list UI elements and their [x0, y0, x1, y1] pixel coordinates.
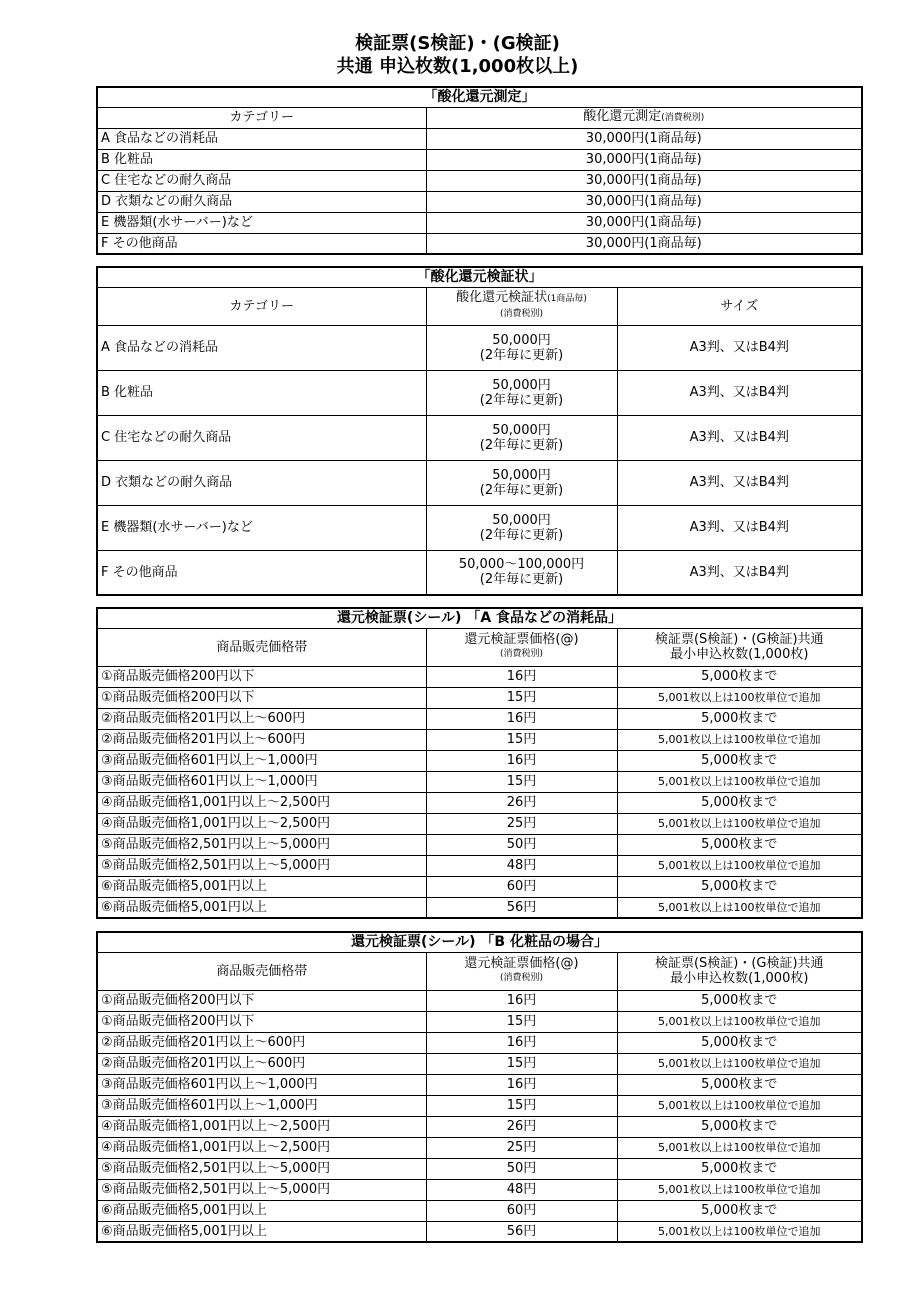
table-row — [97, 834, 862, 855]
table-row — [97, 370, 862, 415]
price-value: 50,000円 — [492, 422, 551, 438]
price-band-cell: ③商品販売価格601円以上～1,000円 — [97, 1074, 426, 1095]
table-row — [97, 1011, 862, 1032]
sticker-price-cell: 15円 — [426, 1011, 617, 1032]
category-cell: F その他商品 — [97, 550, 426, 595]
tax-note: (消費税別) — [661, 113, 705, 123]
table-row — [97, 233, 862, 254]
sticker-price-cell: 25円 — [426, 1137, 617, 1158]
min-order-cell: 5,000枚まで — [617, 666, 862, 687]
min-order-cell: 5,001枚以上は100枚単位で追加 — [617, 1137, 862, 1158]
min-order-line1: 検証票(S検証)・(G検証)共通 — [654, 632, 824, 647]
table-row — [97, 750, 862, 771]
category-cell: B 化粧品 — [97, 370, 426, 415]
category-cell: C 住宅などの耐久商品 — [97, 415, 426, 460]
table-row — [97, 729, 862, 750]
min-order-cell: 5,001枚以上は100枚単位で追加 — [617, 729, 862, 750]
sticker-price-cell: 25円 — [426, 813, 617, 834]
price-cell — [426, 505, 617, 550]
price-band-cell: ②商品販売価格201円以上～600円 — [97, 708, 426, 729]
price-cell: 30,000円(1商品毎) — [426, 212, 862, 233]
renewal-note: (2年毎に更新) — [479, 482, 564, 498]
table-row — [97, 505, 862, 550]
sticker-table-a — [96, 607, 863, 919]
min-order-cell: 5,000枚まで — [617, 708, 862, 729]
sticker-price-cell: 56円 — [426, 1221, 617, 1242]
price-cell: 30,000円(1商品毎) — [426, 149, 862, 170]
size-cell: A3判、又はB4判 — [617, 325, 862, 370]
min-order-cell: 5,001枚以上は100枚単位で追加 — [617, 687, 862, 708]
price-band-cell: ④商品販売価格1,001円以上～2,500円 — [97, 792, 426, 813]
renewal-note: (2年毎に更新) — [479, 392, 564, 408]
table-row — [97, 876, 862, 897]
price-band-cell: ⑤商品販売価格2,501円以上～5,000円 — [97, 1158, 426, 1179]
table-row — [97, 415, 862, 460]
tax-note: (消費税別) — [499, 973, 544, 983]
sticker-price-cell: 16円 — [426, 666, 617, 687]
oxidation-measurement-table — [96, 86, 863, 255]
category-cell: D 衣類などの耐久商品 — [97, 460, 426, 505]
table-row — [97, 550, 862, 595]
column-header-price-label: 酸化還元測定 — [583, 109, 662, 124]
table-row — [97, 813, 862, 834]
min-order-cell: 5,000枚まで — [617, 1200, 862, 1221]
per-product-note: (1商品毎) — [547, 294, 587, 304]
size-cell: A3判、又はB4判 — [617, 505, 862, 550]
table-row — [97, 897, 862, 918]
sticker-price-cell: 16円 — [426, 990, 617, 1011]
price-band-cell: ①商品販売価格200円以下 — [97, 990, 426, 1011]
table-row — [97, 1137, 862, 1158]
sticker-price-cell: 16円 — [426, 750, 617, 771]
document-title-line2: 共通 申込枚数(1,000枚以上) — [336, 56, 579, 77]
table-row — [97, 1200, 862, 1221]
sticker-price-cell: 48円 — [426, 855, 617, 876]
table-row — [97, 855, 862, 876]
table-row — [97, 708, 862, 729]
sticker-price-cell: 16円 — [426, 1032, 617, 1053]
sticker-price-cell: 16円 — [426, 1074, 617, 1095]
min-order-line1: 検証票(S検証)・(G検証)共通 — [654, 956, 824, 971]
table-body — [97, 666, 862, 918]
category-cell: F その他商品 — [97, 233, 426, 254]
min-order-line2: 最小申込枚数(1,000枚) — [670, 971, 809, 986]
table-row — [97, 1032, 862, 1053]
sticker-price-cell: 16円 — [426, 708, 617, 729]
price-band-cell: ③商品販売価格601円以上～1,000円 — [97, 750, 426, 771]
price-band-cell: ③商品販売価格601円以上～1,000円 — [97, 771, 426, 792]
table-row — [97, 1179, 862, 1200]
price-cell: 30,000円(1商品毎) — [426, 233, 862, 254]
price-band-cell: ⑤商品販売価格2,501円以上～5,000円 — [97, 855, 426, 876]
min-order-cell: 5,001枚以上は100枚単位で追加 — [617, 771, 862, 792]
sticker-price-cell: 26円 — [426, 792, 617, 813]
table-row — [97, 1074, 862, 1095]
table-heading: 「酸化還元検証状」 — [97, 267, 862, 287]
price-cell: 30,000円(1商品毎) — [426, 170, 862, 191]
price-value: 50,000～100,000円 — [458, 557, 585, 573]
min-order-cell: 5,001枚以上は100枚単位で追加 — [617, 897, 862, 918]
column-header-price-band: 商品販売価格帯 — [97, 628, 426, 666]
min-order-cell: 5,000枚まで — [617, 750, 862, 771]
table-row — [97, 212, 862, 233]
renewal-note: (2年毎に更新) — [479, 347, 564, 363]
column-header-min-order — [617, 628, 862, 666]
sticker-price-cell: 15円 — [426, 687, 617, 708]
table-row — [97, 1095, 862, 1116]
sticker-table-b — [96, 931, 863, 1243]
table-row — [97, 990, 862, 1011]
renewal-note: (2年毎に更新) — [479, 527, 564, 543]
sticker-price-cell: 60円 — [426, 876, 617, 897]
min-order-cell: 5,001枚以上は100枚単位で追加 — [617, 1053, 862, 1074]
price-band-cell: ③商品販売価格601円以上～1,000円 — [97, 1095, 426, 1116]
min-order-line2: 最小申込枚数(1,000枚) — [670, 647, 809, 662]
price-cell — [426, 370, 617, 415]
min-order-cell: 5,001枚以上は100枚単位で追加 — [617, 855, 862, 876]
table-row — [97, 149, 862, 170]
column-header-sticker-price-label: 還元検証票価格(@) — [464, 632, 579, 647]
document-title-line1: 検証票(S検証)・(G検証) — [355, 33, 560, 54]
table-body — [97, 325, 862, 595]
renewal-note: (2年毎に更新) — [479, 572, 564, 588]
price-cell: 30,000円(1商品毎) — [426, 191, 862, 212]
price-band-cell: ④商品販売価格1,001円以上～2,500円 — [97, 1116, 426, 1137]
min-order-cell: 5,000枚まで — [617, 1158, 862, 1179]
column-header-category: カテゴリー — [97, 107, 426, 128]
size-cell: A3判、又はB4判 — [617, 550, 862, 595]
price-band-cell: ⑥商品販売価格5,001円以上 — [97, 1221, 426, 1242]
min-order-cell: 5,000枚まで — [617, 1074, 862, 1095]
table-row — [97, 128, 862, 149]
table-row — [97, 460, 862, 505]
price-band-cell: ⑤商品販売価格2,501円以上～5,000円 — [97, 834, 426, 855]
table-row — [97, 687, 862, 708]
min-order-cell: 5,001枚以上は100枚単位で追加 — [617, 1221, 862, 1242]
price-value: 50,000円 — [492, 467, 551, 483]
price-band-cell: ④商品販売価格1,001円以上～2,500円 — [97, 1137, 426, 1158]
table-heading: 「酸化還元測定」 — [97, 87, 862, 107]
sticker-price-cell: 15円 — [426, 729, 617, 750]
sticker-price-cell: 15円 — [426, 771, 617, 792]
price-cell: 30,000円(1商品毎) — [426, 128, 862, 149]
price-value: 50,000円 — [492, 377, 551, 393]
category-cell: B 化粧品 — [97, 149, 426, 170]
oxidation-certificate-table — [96, 266, 863, 596]
sticker-price-cell: 15円 — [426, 1053, 617, 1074]
table-row — [97, 325, 862, 370]
sticker-price-cell: 15円 — [426, 1095, 617, 1116]
table-row — [97, 666, 862, 687]
column-header-size: サイズ — [617, 287, 862, 325]
sticker-price-cell: 50円 — [426, 834, 617, 855]
table-row — [97, 1116, 862, 1137]
tax-note: (消費税別) — [499, 649, 544, 659]
category-cell: A 食品などの消耗品 — [97, 325, 426, 370]
min-order-cell: 5,000枚まで — [617, 876, 862, 897]
table-body — [97, 128, 862, 254]
column-header-sticker-price — [426, 628, 617, 666]
price-band-cell: ⑤商品販売価格2,501円以上～5,000円 — [97, 1179, 426, 1200]
column-header-price — [426, 107, 862, 128]
sticker-price-cell: 56円 — [426, 897, 617, 918]
column-header-min-order — [617, 952, 862, 990]
table-row — [97, 191, 862, 212]
price-cell — [426, 460, 617, 505]
price-band-cell: ⑥商品販売価格5,001円以上 — [97, 1200, 426, 1221]
min-order-cell: 5,000枚まで — [617, 990, 862, 1011]
price-band-cell: ②商品販売価格201円以上～600円 — [97, 729, 426, 750]
price-band-cell: ①商品販売価格200円以下 — [97, 1011, 426, 1032]
table-row — [97, 1158, 862, 1179]
column-header-price-band: 商品販売価格帯 — [97, 952, 426, 990]
category-cell: E 機器類(水サーバー)など — [97, 212, 426, 233]
min-order-cell: 5,000枚まで — [617, 792, 862, 813]
sticker-price-cell: 50円 — [426, 1158, 617, 1179]
category-cell: E 機器類(水サーバー)など — [97, 505, 426, 550]
size-cell: A3判、又はB4判 — [617, 415, 862, 460]
price-value: 50,000円 — [492, 512, 551, 528]
sticker-price-cell: 60円 — [426, 1200, 617, 1221]
sticker-price-cell: 48円 — [426, 1179, 617, 1200]
category-cell: A 食品などの消耗品 — [97, 128, 426, 149]
min-order-cell: 5,000枚まで — [617, 1116, 862, 1137]
min-order-cell: 5,001枚以上は100枚単位で追加 — [617, 1095, 862, 1116]
table-heading: 還元検証票(シール) 「B 化粧品の場合」 — [97, 932, 862, 952]
table-row — [97, 170, 862, 191]
price-value: 50,000円 — [492, 332, 551, 348]
price-band-cell: ⑥商品販売価格5,001円以上 — [97, 897, 426, 918]
renewal-note: (2年毎に更新) — [479, 437, 564, 453]
price-band-cell: ②商品販売価格201円以上～600円 — [97, 1053, 426, 1074]
price-cell — [426, 550, 617, 595]
sticker-price-cell: 26円 — [426, 1116, 617, 1137]
price-band-cell: ④商品販売価格1,001円以上～2,500円 — [97, 813, 426, 834]
table-row — [97, 792, 862, 813]
table-row — [97, 1053, 862, 1074]
min-order-cell: 5,001枚以上は100枚単位で追加 — [617, 813, 862, 834]
min-order-cell: 5,001枚以上は100枚単位で追加 — [617, 1011, 862, 1032]
price-band-cell: ①商品販売価格200円以下 — [97, 687, 426, 708]
price-band-cell: ⑥商品販売価格5,001円以上 — [97, 876, 426, 897]
category-cell: C 住宅などの耐久商品 — [97, 170, 426, 191]
size-cell: A3判、又はB4判 — [617, 460, 862, 505]
table-row — [97, 771, 862, 792]
price-cell — [426, 325, 617, 370]
min-order-cell: 5,000枚まで — [617, 834, 862, 855]
table-row — [97, 1221, 862, 1242]
column-header-price — [426, 287, 617, 325]
column-header-sticker-price — [426, 952, 617, 990]
column-header-category: カテゴリー — [97, 287, 426, 325]
min-order-cell: 5,000枚まで — [617, 1032, 862, 1053]
price-band-cell: ②商品販売価格201円以上～600円 — [97, 1032, 426, 1053]
tax-note: (消費税別) — [499, 309, 544, 319]
category-cell: D 衣類などの耐久商品 — [97, 191, 426, 212]
column-header-sticker-price-label: 還元検証票価格(@) — [464, 956, 579, 971]
table-body — [97, 990, 862, 1242]
table-heading: 還元検証票(シール) 「A 食品などの消耗品」 — [97, 608, 862, 628]
min-order-cell: 5,001枚以上は100枚単位で追加 — [617, 1179, 862, 1200]
price-band-cell: ①商品販売価格200円以下 — [97, 666, 426, 687]
column-header-price-label: 酸化還元検証状 — [456, 290, 548, 305]
size-cell: A3判、又はB4判 — [617, 370, 862, 415]
price-cell — [426, 415, 617, 460]
